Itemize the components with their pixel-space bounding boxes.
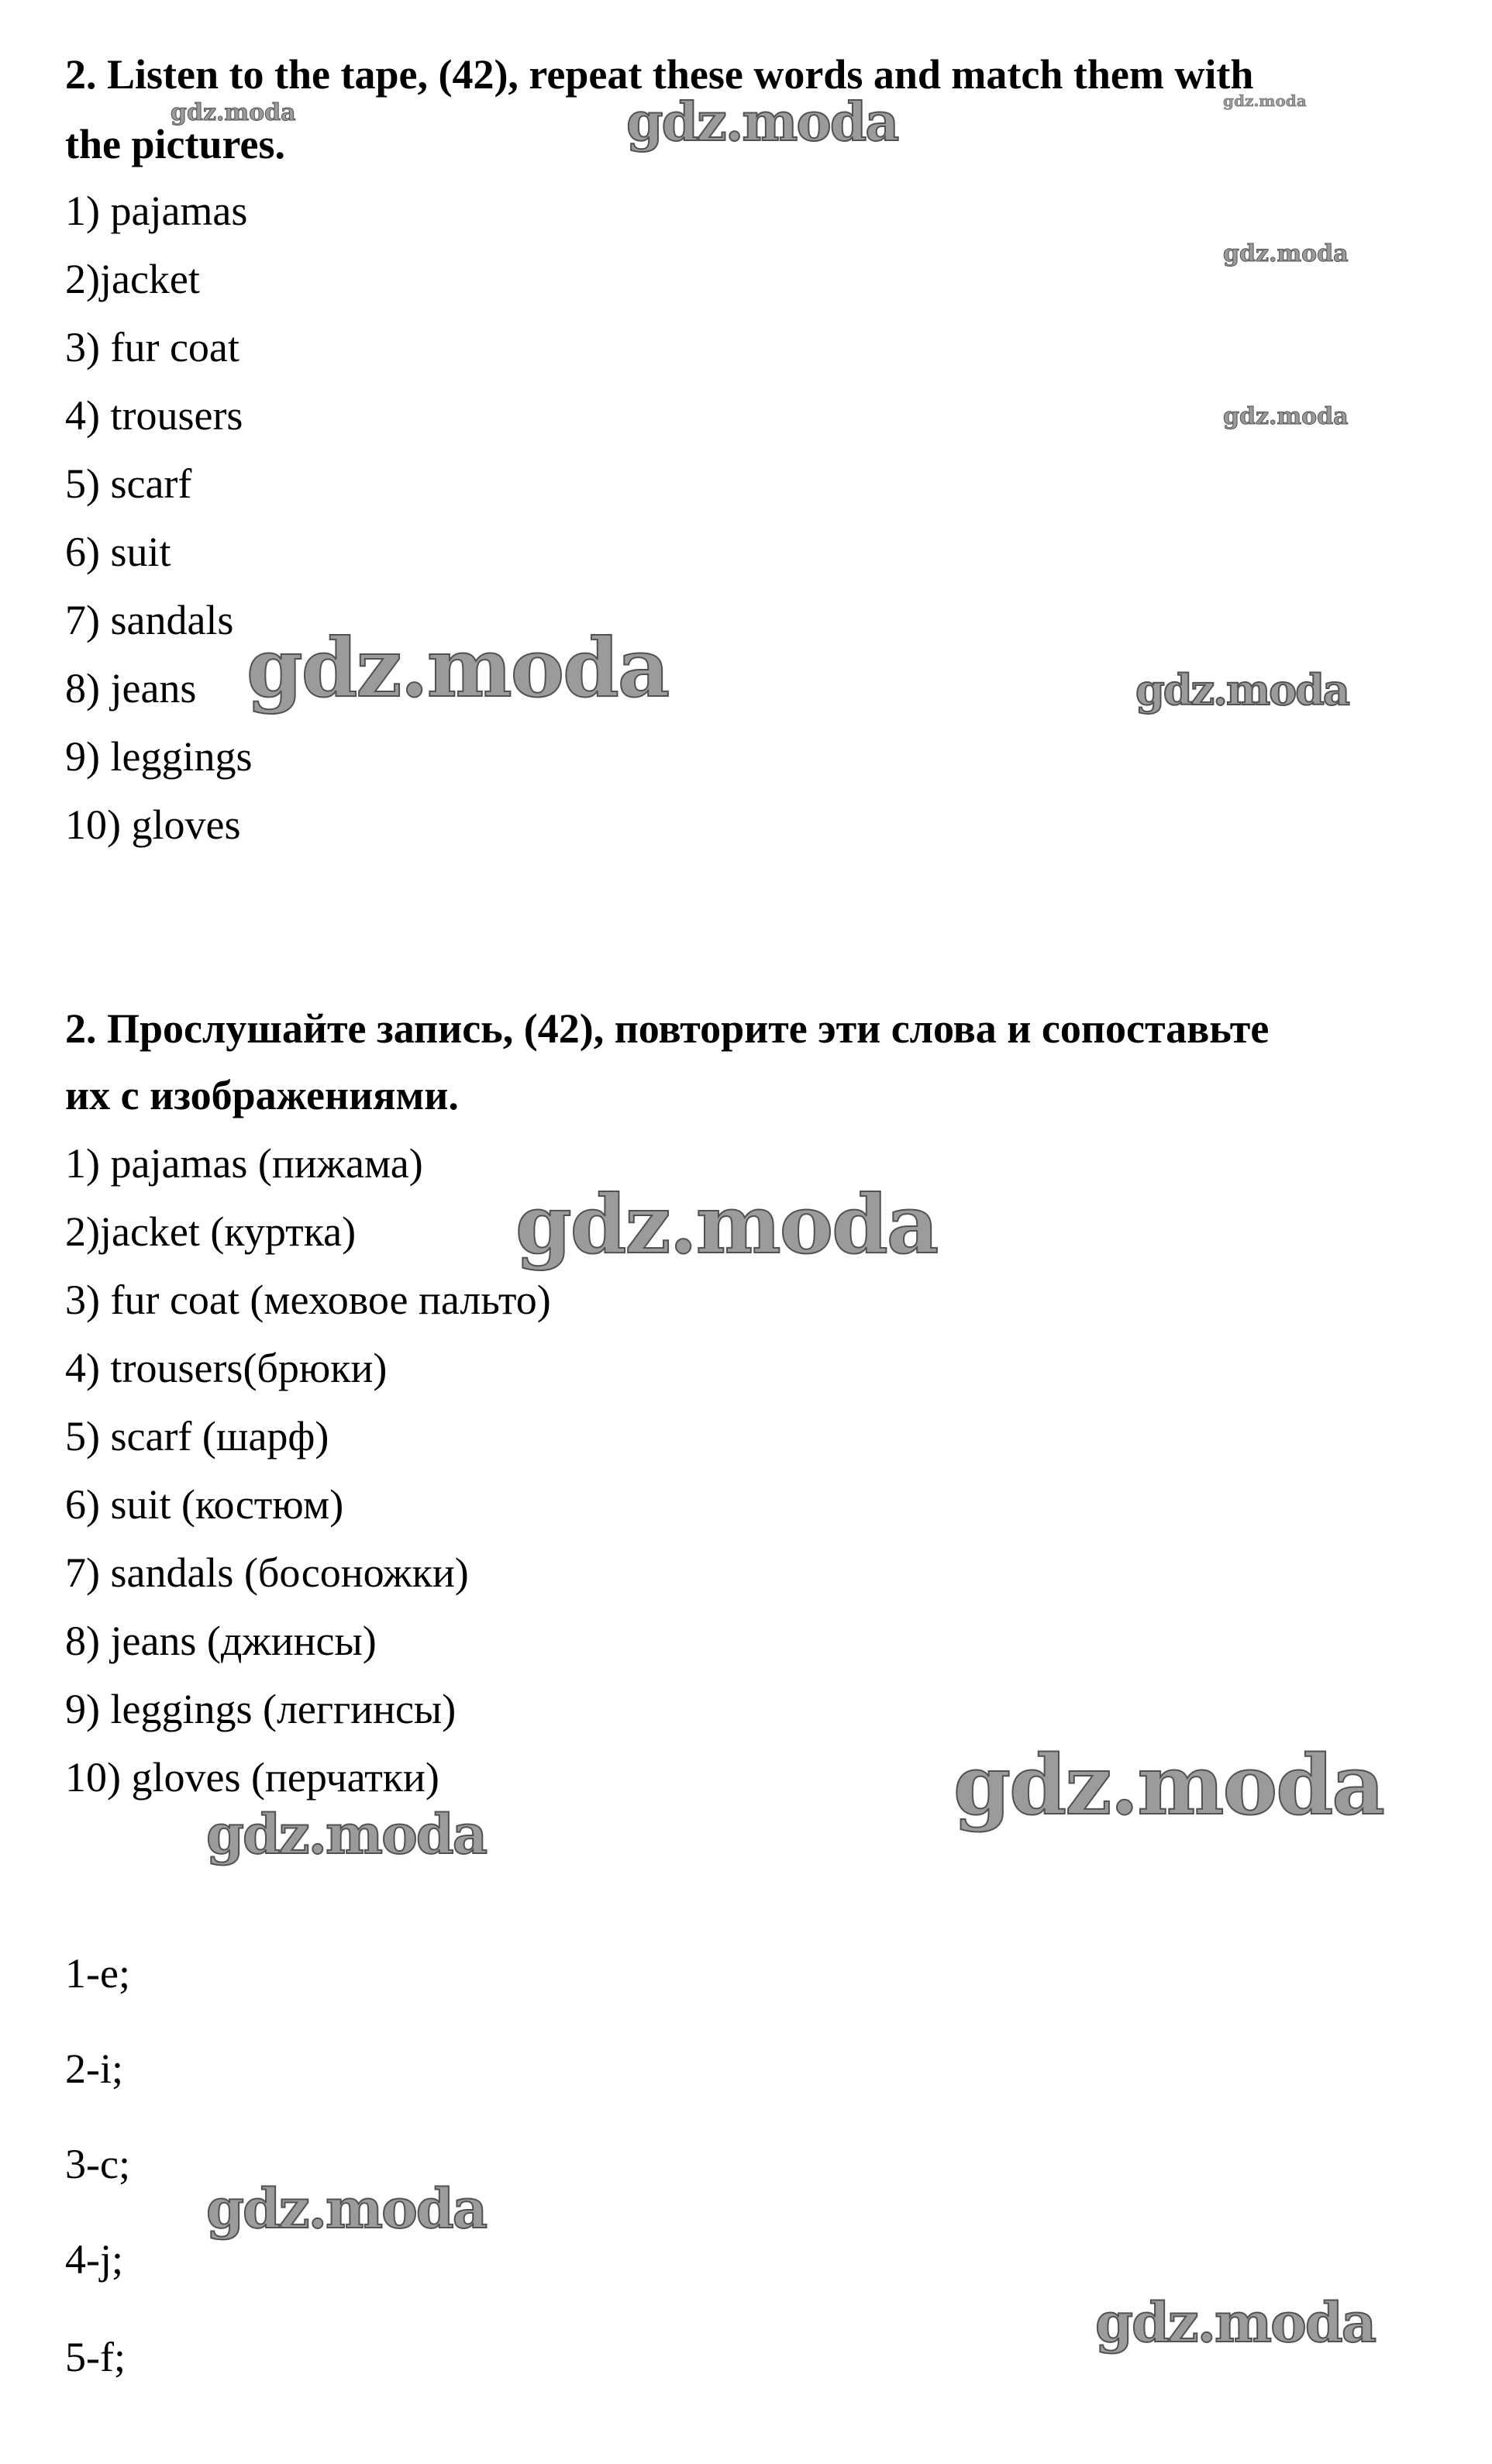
exercise-title-cont: the pictures. <box>65 121 285 167</box>
list-item: 6) suit (костюм) <box>65 1481 344 1528</box>
exercise-title-ru-cont: их с изображениями. <box>65 1072 459 1118</box>
answer-item: 2-i; <box>65 2045 123 2092</box>
watermark: gdz.moda <box>1223 403 1349 430</box>
watermark: gdz.moda <box>1223 91 1307 110</box>
list-item: 5) scarf <box>65 460 192 507</box>
list-item: 1) pajamas <box>65 188 248 234</box>
exercise-title-ru: 2. Прослушайте запись, (42), повторите эти слова и сопоставьте <box>65 1005 1270 1052</box>
list-item: 9) leggings <box>65 733 253 780</box>
list-item: 5) scarf (шарф) <box>65 1413 329 1459</box>
watermark: gdz.moda <box>206 2176 487 2241</box>
watermark: gdz.moda <box>246 620 669 715</box>
list-item: 3) fur coat (меховое пальто) <box>65 1277 551 1323</box>
list-item: 1) pajamas (пижама) <box>65 1140 423 1187</box>
list-item: 2)jacket <box>65 256 200 302</box>
list-item: 3) fur coat <box>65 324 239 370</box>
list-item: 2)jacket (куртка) <box>65 1208 357 1255</box>
answer-item: 5-f; <box>65 2334 126 2380</box>
list-item: 10) gloves (перчатки) <box>65 1754 439 1801</box>
list-item: 7) sandals (босоножки) <box>65 1549 469 1596</box>
list-item: 10) gloves <box>65 801 241 848</box>
list-item: 8) jeans <box>65 665 197 712</box>
exercise-title: 2. Listen to the tape, (42), repeat these words and match them with <box>65 51 1254 98</box>
answer-item: 3-c; <box>65 2141 130 2187</box>
watermark: gdz.moda <box>1135 665 1349 715</box>
answer-item: 4-j; <box>65 2236 123 2283</box>
watermark: gdz.moda <box>626 91 898 153</box>
list-item: 8) jeans (джинсы) <box>65 1618 377 1664</box>
watermark: gdz.moda <box>171 99 296 126</box>
watermark: gdz.moda <box>206 1802 487 1866</box>
list-item: 4) trousers <box>65 392 243 439</box>
list-item: 9) leggings (леггинсы) <box>65 1686 457 1732</box>
answer-item: 1-e; <box>65 1950 130 1997</box>
watermark: gdz.moda <box>953 1736 1383 1833</box>
list-item: 4) trousers(брюки) <box>65 1345 388 1391</box>
watermark: gdz.moda <box>1095 2290 1376 2355</box>
list-item: 6) suit <box>65 529 171 575</box>
list-item: 7) sandals <box>65 597 234 643</box>
watermark: gdz.moda <box>1223 240 1349 267</box>
watermark: gdz.moda <box>515 1177 938 1272</box>
